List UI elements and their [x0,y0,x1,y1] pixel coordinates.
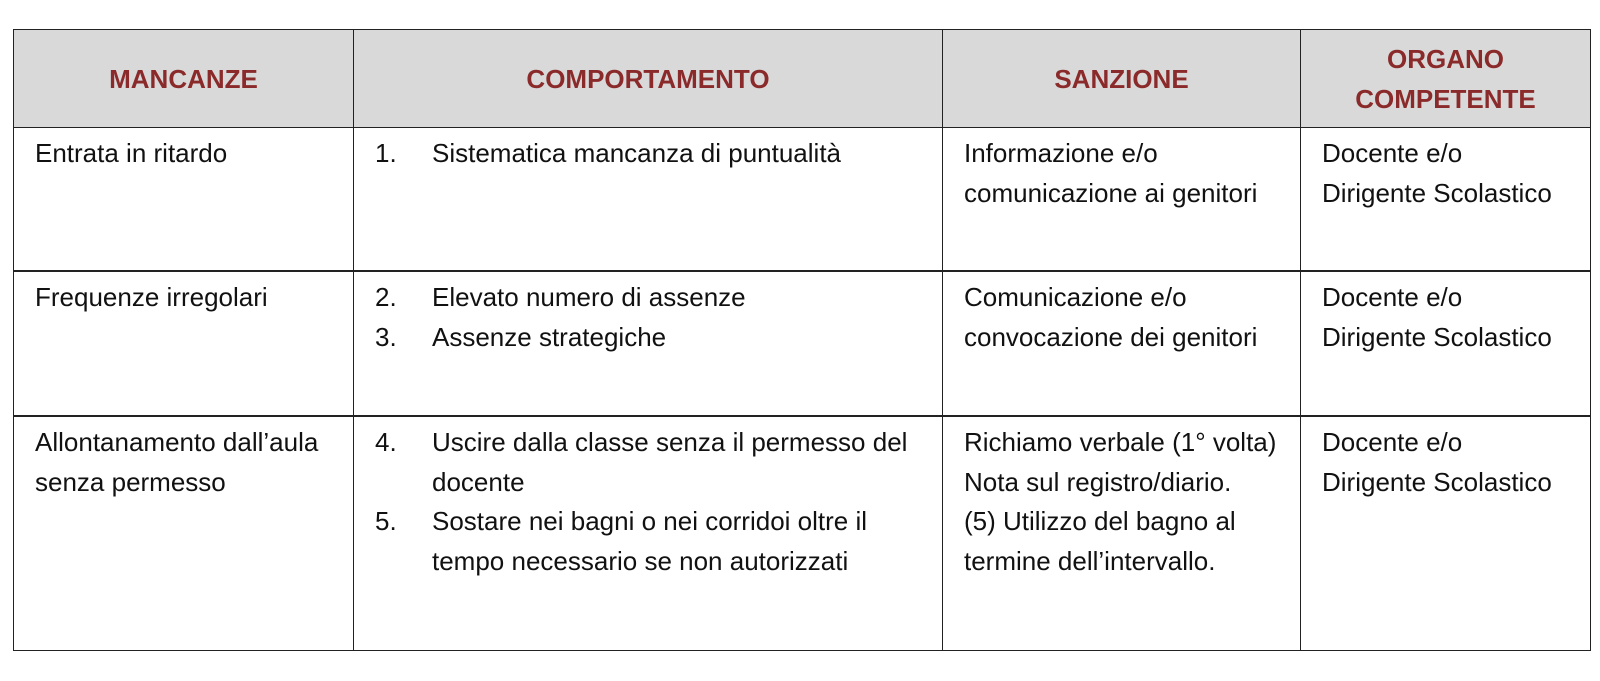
header-sanzione: SANZIONE [943,30,1301,128]
sanzione-line: (5) Utilizzo del bagno al termine dell’intervallo. [964,506,1236,576]
sanzione-line: Nota sul registro/diario. [964,466,1232,497]
item-number: 1. [375,138,397,168]
table-row [14,271,1591,416]
behavior-list [375,423,922,581]
item-number: 2. [375,282,397,312]
list-item [375,318,922,358]
item-text: Elevato numero di assenze [432,282,746,312]
cell-comportamento [354,416,943,651]
header-organo-line1: ORGANO [1387,43,1504,74]
sanzione-line: Richiamo verbale (1° volta) [964,427,1277,457]
disciplinary-rules-table [13,29,1591,651]
cell-organo: Docente e/o Dirigente Scolastico [1301,416,1591,651]
cell-mancanza: Entrata in ritardo [14,128,354,272]
cell-sanzione: Informazione e/o comunicazione ai genitori [943,128,1301,272]
cell-sanzione [943,416,1301,651]
item-text: Sistematica mancanza di puntualità [432,138,842,168]
header-comportamento: COMPORTAMENTO [354,30,943,128]
cell-sanzione: Comunicazione e/o convocazione dei genitori [943,271,1301,416]
item-text: Assenze strategiche [432,321,667,352]
table-row [14,416,1591,651]
table-header [14,30,1591,128]
list-item [375,502,922,581]
table-row [14,128,1591,272]
list-item [375,278,922,318]
behavior-list [375,278,922,357]
cell-mancanza: Frequenze irregolari [14,271,354,416]
list-item [375,423,922,502]
cell-comportamento [354,271,943,416]
header-organo-line2: COMPETENTE [1355,83,1536,114]
header-mancanze: MANCANZE [14,30,354,128]
cell-organo: Docente e/o Dirigente Scolastico [1301,128,1591,272]
cell-organo: Docente e/o Dirigente Scolastico [1301,271,1591,416]
header-row [14,30,1591,128]
cell-comportamento [354,128,943,272]
item-number: 5. [375,506,397,536]
header-organo-competente [1301,30,1591,128]
item-text: Uscire dalla classe senza il permesso del docente [432,427,908,497]
behavior-list [375,134,922,174]
item-number: 3. [375,321,397,352]
cell-mancanza: Allontanamento dall’aula senza permesso [14,416,354,651]
list-item [375,134,922,174]
item-text: Sostare nei bagni o nei corridoi oltre il tempo necessario se non autorizzati [432,506,868,576]
item-number: 4. [375,427,397,457]
